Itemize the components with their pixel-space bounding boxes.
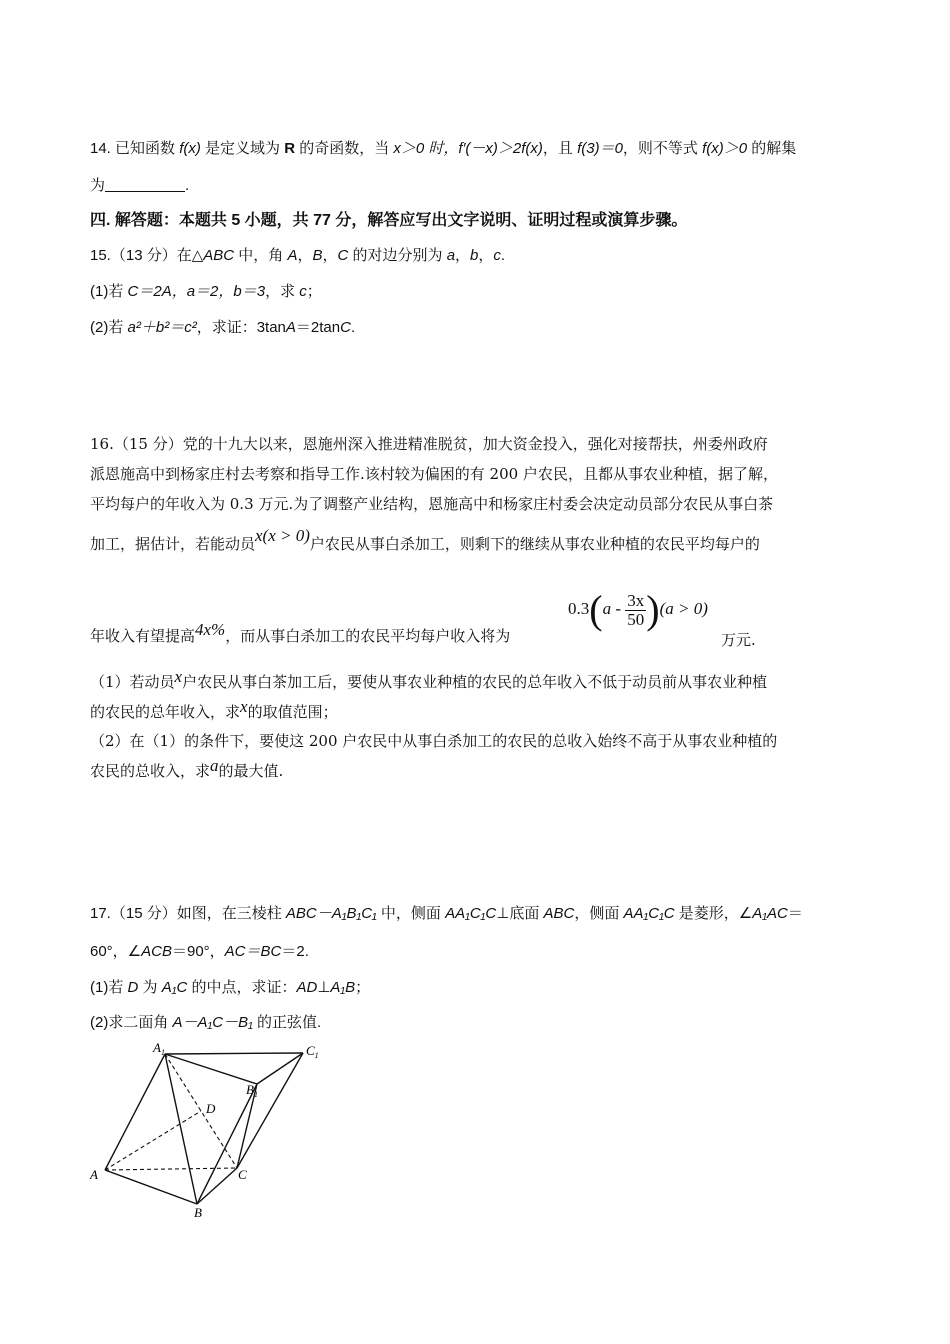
math-x-condition: x(x > 0)	[255, 526, 310, 545]
q16-part1-line1: （1）若动员x户农民从事白茶加工后，要使从事农业种植的农民的总年收入不低于动员前从事农业种植	[90, 667, 768, 691]
dashed-a-c	[105, 1168, 237, 1170]
income-formula: 0.3(a - $\frac{3x}{50}$ )(a > 0)	[568, 587, 708, 632]
label-b1: $B_1$	[246, 1082, 258, 1099]
q16-part2-line1: （2）在（1）的条件下，要使这 200 户农民中从事白杀加工的农民的总收入始终不高于从事农业种植的	[90, 732, 778, 750]
edge-a1-a	[105, 1054, 165, 1170]
label-d: D	[206, 1101, 216, 1116]
q15-part2: (2)若 a²＋b²＝c²，求证：3tanA＝2tanC.	[90, 319, 356, 336]
label-a: A	[90, 1167, 98, 1182]
label-c: C	[238, 1167, 247, 1182]
edge-a-b	[105, 1170, 197, 1204]
math-4x-percent: 4x%	[195, 620, 226, 639]
dashed-a-d	[105, 1111, 201, 1170]
q16-part2-line2: 农民的总收入，求a的最大值.	[90, 756, 284, 780]
label-a1: $A_1$	[153, 1040, 165, 1057]
q16-line2: 派恩施高中到杨家庄村去考察和指导工作.该村较为偏困的有 200 户农民，且都从事农业种植，据了解，	[90, 465, 778, 483]
edge-c1-c	[237, 1053, 303, 1168]
q16-unit: 万元.	[721, 631, 756, 649]
fraction-3x-50: $\frac{3x}{50}$	[627, 590, 645, 629]
label-b: B	[194, 1205, 202, 1218]
label-c1: $C_1$	[306, 1043, 319, 1060]
q15-intro: 15.（13 分）在△ABC 中，角 A，B，C 的对边分别为 a，b，c.	[90, 247, 506, 264]
q16-line5: 年收入有望提高4x%，而从事白杀加工的农民平均每户收入将为	[90, 620, 511, 645]
q17-line1: 17.（15 分）如图，在三棱柱 ABC－A₁B₁C₁ 中，侧面 AA₁C₁C⊥底面 ABC，侧面 AA₁C₁C 是菱形，∠A₁AC＝	[90, 905, 803, 922]
q16-line3: 平均每户的年收入为 0.3 万元.为了调整产业结构，恩施高中和杨家庄村委会决定动员部分农民从事白茶	[90, 495, 774, 513]
prism-figure	[85, 1038, 345, 1218]
q17-part1: (1)若 D 为 A₁C 的中点，求证：AD⊥A₁B；	[90, 979, 371, 996]
edge-a1-b1	[165, 1054, 257, 1084]
dashed-a1-c	[165, 1054, 237, 1168]
q16-line1: 16.（15 分）党的十九大以来，恩施州深入推进精准脱贫，加大资金投入，强化对接帮扶，州委州政府	[90, 435, 768, 453]
edge-b-c	[197, 1168, 237, 1204]
q14-line2: 为 .	[90, 177, 190, 194]
answer-blank	[105, 177, 185, 192]
q17-part2: (2)求二面角 A－A₁C－B₁ 的正弦值.	[90, 1014, 322, 1031]
q17-line2: 60°，∠ACB＝90°，AC＝BC＝2.	[90, 943, 309, 960]
edge-c1-b1	[257, 1053, 303, 1084]
q15-part1: (1)若 C＝2A，a＝2，b＝3，求 c；	[90, 283, 322, 300]
section-4-heading: 四. 解答题：本题共 5 小题，共 77 分，解答应写出文字说明、证明过程或演算步骤。	[90, 212, 688, 229]
q16-line4: 加工，据估计，若能动员x(x > 0)户农民从事白杀加工，则剩下的继续从事农业种植的农民平均每户的	[90, 526, 760, 553]
edge-a1-c1	[165, 1053, 303, 1054]
q14-line1: 14. 已知函数 f(x) 是定义域为 R 的奇函数，当 x＞0 时，f′(－x)＞2f(x)，且 f(3)＝0，则不等式 f(x)＞0 的解集	[90, 140, 797, 157]
edge-a1-b	[165, 1054, 197, 1204]
q16-part1-line2: 的农民的总年收入，求x的取值范围；	[90, 697, 338, 721]
